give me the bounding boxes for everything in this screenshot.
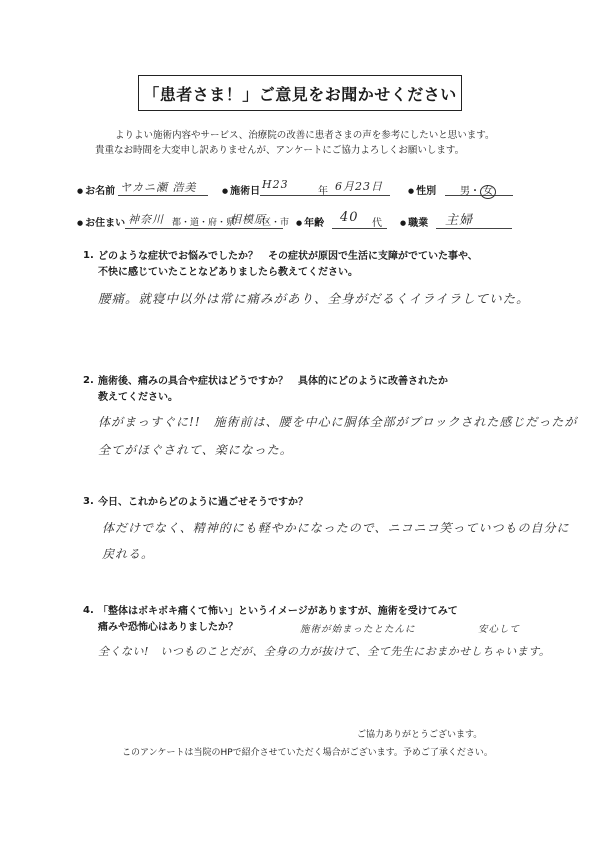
gender-option-male: 男 xyxy=(460,186,470,197)
name-label: ● お名前 xyxy=(77,182,115,197)
question-3-answer-line-2: 戻れる。 xyxy=(102,547,155,561)
question-4-answer-note-1: 施術が始まったとたんに xyxy=(300,624,416,635)
gender-label: ● 性別 xyxy=(408,182,436,197)
page-title: 「患者さま！」ご意見をお聞かせください xyxy=(138,75,462,111)
question-4-number: 4. xyxy=(83,605,94,616)
name-value: ヤカニ瀬 浩美 xyxy=(120,181,197,194)
question-2-number: 2. xyxy=(83,375,94,386)
question-2-line-1: 施術後、痛みの具合や症状はどうですか？ 具体的にどのように改善されたか xyxy=(98,376,448,387)
question-1-number: 1. xyxy=(83,250,94,261)
address-prefecture-unit: 都・道・府・県 xyxy=(172,218,236,228)
question-2-line-2: 教えてください。 xyxy=(98,392,178,403)
date-month-day-value: 6月23日 xyxy=(335,180,383,193)
gender-separator: ・ xyxy=(470,186,480,197)
date-year-unit: 年 xyxy=(318,186,328,197)
question-4-answer-note-2: 安心して xyxy=(478,624,521,635)
intro-line-1: よりよい施術内容やサービス、治療院の改善に患者さまの声を参考にしたいと思います。 xyxy=(115,130,495,141)
question-4-line-1: 「整体はボキボキ痛くて怖い」というイメージがありますが、施術を受けてみて xyxy=(98,606,458,617)
name-underline xyxy=(118,195,208,196)
date-era-value: H23 xyxy=(262,178,289,191)
question-3-answer-line-1: 体だけでなく、精神的にも軽やかになったので、ニコニコ笑っていつもの自分に xyxy=(102,521,570,535)
gender-option-female-circled: 女 xyxy=(480,185,496,199)
footer-note: このアンケートは当院のHPで紹介させていただく場合がございます。予めご了承ください。 xyxy=(122,748,493,758)
question-1-line-2: 不快に感じていたことなどありましたら教えてください。 xyxy=(98,267,358,278)
age-value: 40 xyxy=(340,210,359,225)
question-4-line-2: 痛みや恐怖心はありましたか？ xyxy=(98,622,238,633)
address-city-value: 相模原 xyxy=(230,213,266,226)
address-underline xyxy=(125,228,283,229)
intro-line-2: 貴重なお時間を大変申し訳ありませんが、アンケートにご協力よろしくお願いします。 xyxy=(95,145,465,156)
age-label: ● 年齢 xyxy=(296,214,324,229)
date-label: ● 施術日 xyxy=(222,182,260,197)
job-label: ● 職業 xyxy=(400,214,428,229)
job-value: 主婦 xyxy=(445,213,474,228)
address-city-unit: 区・市 xyxy=(262,218,290,228)
question-2-answer-line-1: 体がまっすぐに!! 施術前は、腰を中心に胴体全部がブロックされた感じだったが xyxy=(98,415,578,429)
question-1-line-1: どのような症状でお悩みでしたか？ その症状が原因で生活に支障がでていた事や、 xyxy=(98,251,478,262)
question-1-answer: 腰痛。就寝中以外は常に痛みがあり、全身がだるくイライラしていた。 xyxy=(98,291,530,306)
address-label: ● お住まい xyxy=(77,214,125,229)
question-3-number: 3. xyxy=(83,496,94,507)
question-3-line-1: 今日、これからどのように過ごせそうですか？ xyxy=(98,497,308,508)
job-underline xyxy=(436,228,512,229)
footer-thanks: ご協力ありがとうございます。 xyxy=(357,730,483,740)
age-unit: 代 xyxy=(372,218,382,229)
gender-options xyxy=(460,182,496,199)
question-4-answer: 全くない! いつものことだが、全身の力が抜けて、全て先生におまかせしちゃいます。 xyxy=(98,645,551,658)
address-prefecture-value: 神奈川 xyxy=(128,213,164,226)
question-2-answer-line-2: 全てがほぐされて、楽になった。 xyxy=(98,443,293,457)
